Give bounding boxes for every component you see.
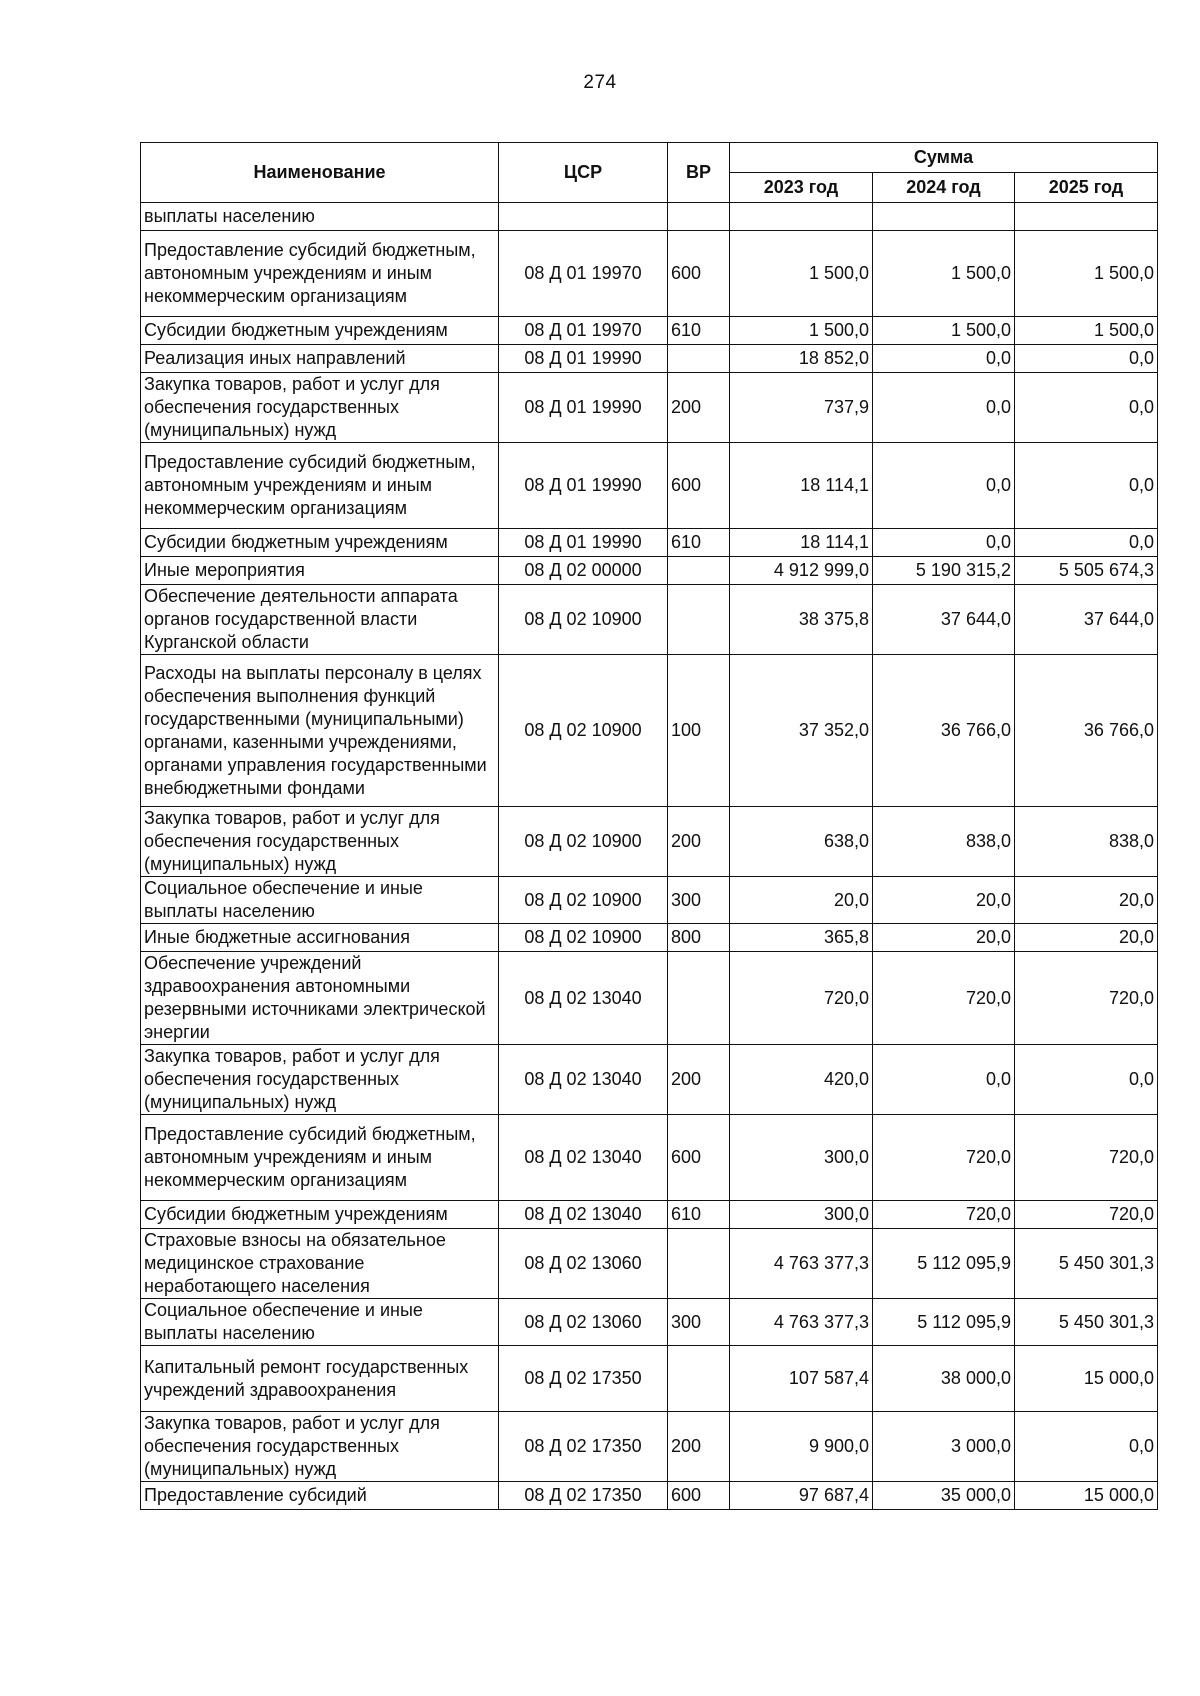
row-name: Капитальный ремонт государственных учреждений здравоохранения bbox=[141, 1346, 499, 1412]
header-csr: ЦСР bbox=[499, 143, 668, 203]
table-row bbox=[141, 231, 1158, 317]
table-row bbox=[141, 1299, 1158, 1346]
row-value-2023: 18 852,0 bbox=[730, 345, 873, 373]
row-value-2024: 1 500,0 bbox=[873, 317, 1015, 345]
row-vr bbox=[668, 585, 730, 655]
row-csr: 08 Д 02 10900 bbox=[499, 877, 668, 924]
row-value-2024: 720,0 bbox=[873, 952, 1015, 1045]
table-row bbox=[141, 1045, 1158, 1115]
row-value-2023: 18 114,1 bbox=[730, 529, 873, 557]
row-vr: 200 bbox=[668, 1412, 730, 1482]
row-csr: 08 Д 01 19990 bbox=[499, 373, 668, 443]
table-row bbox=[141, 373, 1158, 443]
table-row bbox=[141, 317, 1158, 345]
row-value-2025: 720,0 bbox=[1015, 952, 1158, 1045]
row-value-2025: 838,0 bbox=[1015, 807, 1158, 877]
row-csr: 08 Д 02 13040 bbox=[499, 1201, 668, 1229]
row-value-2023: 4 763 377,3 bbox=[730, 1229, 873, 1299]
row-value-2025: 5 450 301,3 bbox=[1015, 1299, 1158, 1346]
row-value-2023: 638,0 bbox=[730, 807, 873, 877]
row-value-2024: 20,0 bbox=[873, 924, 1015, 952]
header-sum: Сумма bbox=[730, 143, 1158, 173]
row-name: Субсидии бюджетным учреждениям bbox=[141, 529, 499, 557]
row-csr: 08 Д 01 19970 bbox=[499, 231, 668, 317]
row-value-2023: 365,8 bbox=[730, 924, 873, 952]
row-csr: 08 Д 02 10900 bbox=[499, 655, 668, 807]
row-value-2024: 5 190 315,2 bbox=[873, 557, 1015, 585]
row-csr: 08 Д 01 19990 bbox=[499, 529, 668, 557]
row-name: Закупка товаров, работ и услуг для обеспечения государственных (муниципальных) нужд bbox=[141, 1045, 499, 1115]
row-value-2024: 1 500,0 bbox=[873, 231, 1015, 317]
table-row bbox=[141, 655, 1158, 807]
row-vr: 200 bbox=[668, 373, 730, 443]
row-name: Обеспечение учреждений здравоохранения автономными резервными источниками электрической энергии bbox=[141, 952, 499, 1045]
row-value-2024: 0,0 bbox=[873, 373, 1015, 443]
row-name: Социальное обеспечение и иные выплаты населению bbox=[141, 1299, 499, 1346]
table-row bbox=[141, 1412, 1158, 1482]
header-2024: 2024 год bbox=[873, 173, 1015, 203]
table-row bbox=[141, 203, 1158, 231]
row-value-2025: 5 505 674,3 bbox=[1015, 557, 1158, 585]
header-vr: ВР bbox=[668, 143, 730, 203]
row-csr: 08 Д 02 13040 bbox=[499, 1115, 668, 1201]
row-value-2024: 720,0 bbox=[873, 1201, 1015, 1229]
row-vr: 200 bbox=[668, 807, 730, 877]
table-row bbox=[141, 807, 1158, 877]
row-value-2025: 0,0 bbox=[1015, 529, 1158, 557]
row-value-2023: 1 500,0 bbox=[730, 231, 873, 317]
row-value-2025: 1 500,0 bbox=[1015, 317, 1158, 345]
row-name: Иные мероприятия bbox=[141, 557, 499, 585]
row-vr: 610 bbox=[668, 1201, 730, 1229]
row-value-2023: 1 500,0 bbox=[730, 317, 873, 345]
row-value-2025 bbox=[1015, 203, 1158, 231]
header-2023: 2023 год bbox=[730, 173, 873, 203]
row-csr: 08 Д 02 17350 bbox=[499, 1412, 668, 1482]
table-row bbox=[141, 585, 1158, 655]
row-value-2024: 0,0 bbox=[873, 529, 1015, 557]
row-vr: 600 bbox=[668, 1482, 730, 1510]
row-value-2023: 20,0 bbox=[730, 877, 873, 924]
row-vr: 610 bbox=[668, 317, 730, 345]
header-name: Наименование bbox=[141, 143, 499, 203]
table-row bbox=[141, 1201, 1158, 1229]
row-value-2024: 3 000,0 bbox=[873, 1412, 1015, 1482]
row-vr: 600 bbox=[668, 1115, 730, 1201]
row-csr bbox=[499, 203, 668, 231]
row-value-2023: 420,0 bbox=[730, 1045, 873, 1115]
row-value-2023: 38 375,8 bbox=[730, 585, 873, 655]
row-value-2025: 0,0 bbox=[1015, 345, 1158, 373]
row-value-2023: 4 912 999,0 bbox=[730, 557, 873, 585]
table-row bbox=[141, 529, 1158, 557]
row-name: Предоставление субсидий бюджетным, автономным учреждениям и иным некоммерческим организациям bbox=[141, 443, 499, 529]
row-csr: 08 Д 01 19970 bbox=[499, 317, 668, 345]
row-value-2024: 35 000,0 bbox=[873, 1482, 1015, 1510]
row-vr bbox=[668, 952, 730, 1045]
row-csr: 08 Д 02 10900 bbox=[499, 807, 668, 877]
table-header bbox=[141, 143, 1158, 203]
row-vr: 610 bbox=[668, 529, 730, 557]
row-csr: 08 Д 02 10900 bbox=[499, 924, 668, 952]
table-row bbox=[141, 1346, 1158, 1412]
row-csr: 08 Д 02 10900 bbox=[499, 585, 668, 655]
row-value-2023: 300,0 bbox=[730, 1201, 873, 1229]
row-value-2023: 300,0 bbox=[730, 1115, 873, 1201]
row-value-2023 bbox=[730, 203, 873, 231]
row-value-2023: 97 687,4 bbox=[730, 1482, 873, 1510]
row-vr: 100 bbox=[668, 655, 730, 807]
table-row bbox=[141, 877, 1158, 924]
table-row bbox=[141, 1482, 1158, 1510]
row-value-2025: 0,0 bbox=[1015, 1412, 1158, 1482]
row-name: Предоставление субсидий bbox=[141, 1482, 499, 1510]
row-vr: 600 bbox=[668, 231, 730, 317]
row-value-2024: 5 112 095,9 bbox=[873, 1299, 1015, 1346]
row-name: Закупка товаров, работ и услуг для обеспечения государственных (муниципальных) нужд bbox=[141, 373, 499, 443]
row-csr: 08 Д 02 13040 bbox=[499, 1045, 668, 1115]
row-name: Субсидии бюджетным учреждениям bbox=[141, 317, 499, 345]
row-value-2024: 20,0 bbox=[873, 877, 1015, 924]
row-csr: 08 Д 02 13040 bbox=[499, 952, 668, 1045]
row-value-2023: 107 587,4 bbox=[730, 1346, 873, 1412]
row-vr bbox=[668, 1346, 730, 1412]
row-name: Страховые взносы на обязательное медицинское страхование неработающего населения bbox=[141, 1229, 499, 1299]
row-vr bbox=[668, 1229, 730, 1299]
row-name: Иные бюджетные ассигнования bbox=[141, 924, 499, 952]
row-value-2024: 0,0 bbox=[873, 1045, 1015, 1115]
row-value-2025: 0,0 bbox=[1015, 1045, 1158, 1115]
row-vr: 300 bbox=[668, 877, 730, 924]
row-name: Реализация иных направлений bbox=[141, 345, 499, 373]
header-2025: 2025 год bbox=[1015, 173, 1158, 203]
table-row bbox=[141, 443, 1158, 529]
row-value-2025: 36 766,0 bbox=[1015, 655, 1158, 807]
row-value-2025: 5 450 301,3 bbox=[1015, 1229, 1158, 1299]
row-name: Социальное обеспечение и иные выплаты населению bbox=[141, 877, 499, 924]
row-value-2024: 36 766,0 bbox=[873, 655, 1015, 807]
row-name: Субсидии бюджетным учреждениям bbox=[141, 1201, 499, 1229]
row-name: Закупка товаров, работ и услуг для обеспечения государственных (муниципальных) нужд bbox=[141, 807, 499, 877]
row-vr bbox=[668, 203, 730, 231]
row-value-2023: 9 900,0 bbox=[730, 1412, 873, 1482]
table-row bbox=[141, 1115, 1158, 1201]
table-row bbox=[141, 557, 1158, 585]
row-value-2025: 20,0 bbox=[1015, 877, 1158, 924]
table-row bbox=[141, 1229, 1158, 1299]
row-value-2024: 720,0 bbox=[873, 1115, 1015, 1201]
row-value-2023: 737,9 bbox=[730, 373, 873, 443]
row-name: Обеспечение деятельности аппарата органов государственной власти Курганской области bbox=[141, 585, 499, 655]
row-value-2025: 0,0 bbox=[1015, 373, 1158, 443]
table-body bbox=[141, 203, 1158, 1510]
row-name: Предоставление субсидий бюджетным, автономным учреждениям и иным некоммерческим организациям bbox=[141, 1115, 499, 1201]
row-csr: 08 Д 02 13060 bbox=[499, 1229, 668, 1299]
row-value-2024: 38 000,0 bbox=[873, 1346, 1015, 1412]
row-value-2023: 18 114,1 bbox=[730, 443, 873, 529]
row-csr: 08 Д 02 17350 bbox=[499, 1346, 668, 1412]
row-vr bbox=[668, 345, 730, 373]
row-value-2024 bbox=[873, 203, 1015, 231]
row-value-2025: 720,0 bbox=[1015, 1115, 1158, 1201]
row-name: Расходы на выплаты персоналу в целях обеспечения выполнения функций государственными (муниципальными) органами, казенными учреждениями, органами управления государственными внебюджетными фондами bbox=[141, 655, 499, 807]
row-value-2024: 37 644,0 bbox=[873, 585, 1015, 655]
table-row bbox=[141, 952, 1158, 1045]
row-name: выплаты населению bbox=[141, 203, 499, 231]
table-row bbox=[141, 345, 1158, 373]
row-name: Предоставление субсидий бюджетным, автономным учреждениям и иным некоммерческим организациям bbox=[141, 231, 499, 317]
row-value-2023: 720,0 bbox=[730, 952, 873, 1045]
row-value-2025: 15 000,0 bbox=[1015, 1346, 1158, 1412]
row-csr: 08 Д 02 00000 bbox=[499, 557, 668, 585]
row-csr: 08 Д 02 17350 bbox=[499, 1482, 668, 1510]
budget-table bbox=[140, 142, 1158, 1510]
row-vr: 800 bbox=[668, 924, 730, 952]
row-value-2025: 20,0 bbox=[1015, 924, 1158, 952]
row-vr: 600 bbox=[668, 443, 730, 529]
row-csr: 08 Д 02 13060 bbox=[499, 1299, 668, 1346]
table-row bbox=[141, 924, 1158, 952]
row-value-2025: 0,0 bbox=[1015, 443, 1158, 529]
row-name: Закупка товаров, работ и услуг для обеспечения государственных (муниципальных) нужд bbox=[141, 1412, 499, 1482]
row-value-2024: 0,0 bbox=[873, 443, 1015, 529]
row-value-2025: 720,0 bbox=[1015, 1201, 1158, 1229]
row-value-2024: 838,0 bbox=[873, 807, 1015, 877]
row-csr: 08 Д 01 19990 bbox=[499, 345, 668, 373]
row-value-2023: 37 352,0 bbox=[730, 655, 873, 807]
row-value-2025: 15 000,0 bbox=[1015, 1482, 1158, 1510]
row-value-2024: 0,0 bbox=[873, 345, 1015, 373]
row-vr bbox=[668, 557, 730, 585]
row-csr: 08 Д 01 19990 bbox=[499, 443, 668, 529]
row-value-2025: 1 500,0 bbox=[1015, 231, 1158, 317]
row-value-2024: 5 112 095,9 bbox=[873, 1229, 1015, 1299]
row-vr: 300 bbox=[668, 1299, 730, 1346]
row-value-2023: 4 763 377,3 bbox=[730, 1299, 873, 1346]
row-vr: 200 bbox=[668, 1045, 730, 1115]
page-number: 274 bbox=[583, 72, 617, 93]
row-value-2025: 37 644,0 bbox=[1015, 585, 1158, 655]
